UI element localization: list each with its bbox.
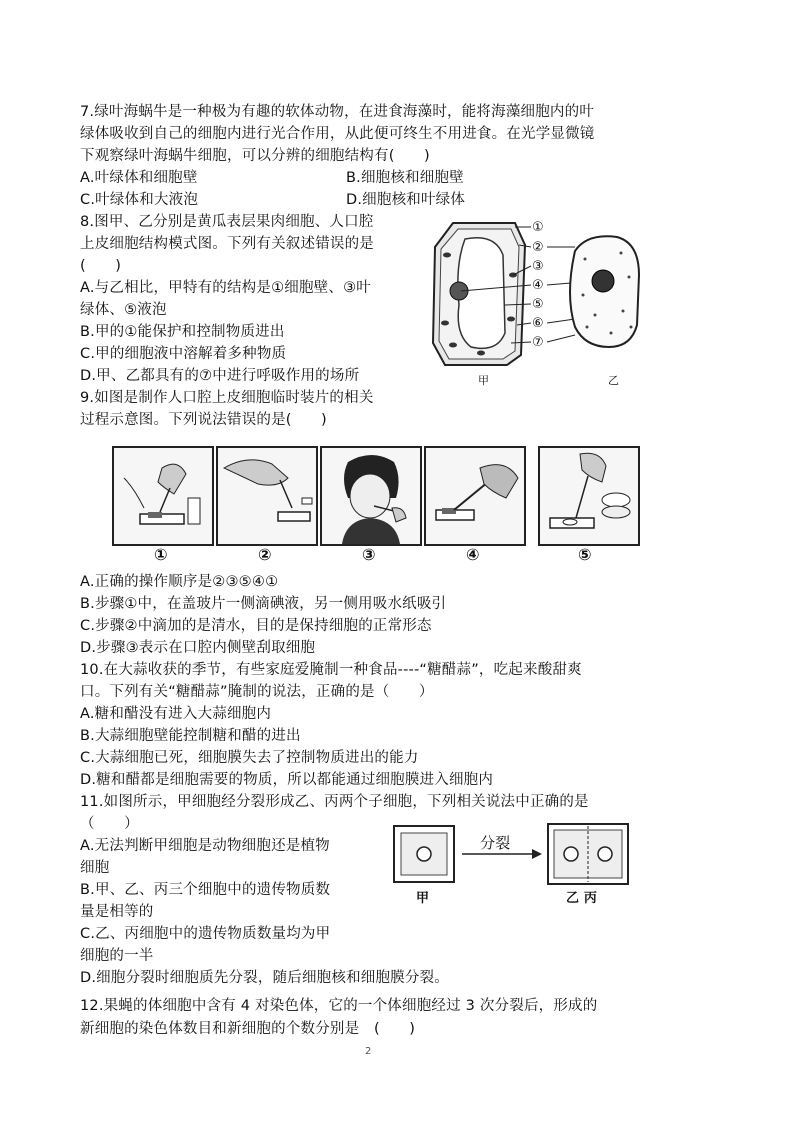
label-2: ② bbox=[532, 240, 544, 255]
step-4-drawing bbox=[426, 448, 524, 544]
step-panel-1 bbox=[112, 446, 214, 546]
q11-option-c: C.乙、丙细胞中的遗传物质数量均为甲 bbox=[80, 926, 331, 942]
q11-option-a-cont: 细胞 bbox=[80, 860, 110, 876]
cell-bing-nucleus bbox=[598, 847, 612, 861]
step-label-1: ① bbox=[154, 545, 168, 564]
q11-option-a: A.无法判断甲细胞是动物细胞还是植物 bbox=[80, 838, 330, 854]
q8-option-d: D.甲、乙都具有的⑦中进行呼吸作用的场所 bbox=[80, 368, 360, 384]
label-3: ③ bbox=[532, 259, 544, 274]
q9-option-b: B.步骤①中，在盖玻片一侧滴碘液，另一侧用吸水纸吸引 bbox=[80, 596, 447, 612]
q10-option-a: A.糖和醋没有进入大蒜细胞内 bbox=[80, 706, 272, 722]
q9-stem-line-2: 过程示意图。下列说法错误的是( ) bbox=[80, 412, 327, 428]
q9-option-c: C.步骤②中滴加的是清水，目的是保持细胞的正常形态 bbox=[80, 618, 432, 634]
q9-option-a: A.正确的操作顺序是②③⑤④① bbox=[80, 574, 279, 590]
q8-stem-line-1: 8.图甲、乙分别是黄瓜表层果肉细胞、人口腔 bbox=[80, 214, 374, 230]
q7-stem-line-1: 7.绿叶海蜗牛是一种极为有趣的软体动物，在进食海藻时，能将海藻细胞内的叶 bbox=[80, 104, 595, 120]
q12-stem-line-1: 12.果蝇的体细胞中含有 4 对染色体，它的一个体细胞经过 3 次分裂后，形成的 bbox=[80, 998, 598, 1014]
q11-stem-line-2: （ ） bbox=[80, 816, 139, 832]
page-number: 2 bbox=[365, 1046, 372, 1057]
cell-yi-bing-caption: 乙 丙 bbox=[566, 891, 598, 906]
step-2-drawing bbox=[218, 448, 316, 544]
chloroplast bbox=[443, 253, 451, 258]
step-panel-5 bbox=[538, 446, 640, 546]
q12-stem-line-2: 新细胞的染色体数目和新细胞的个数分别是 ( ) bbox=[80, 1021, 416, 1037]
step-3-drawing bbox=[322, 448, 420, 544]
q7-stem-line-2: 绿体吸收到自己的细胞内进行光合作用，从此便可终生不用进食。在光学显微镜 bbox=[80, 126, 595, 142]
q10-option-b: B.大蒜细胞壁能控制糖和醋的进出 bbox=[80, 728, 301, 744]
step-label-3: ③ bbox=[362, 545, 376, 564]
q8-option-b: B.甲的①能保护和控制物质进出 bbox=[80, 324, 285, 340]
q8-option-a: A.与乙相比，甲特有的结构是①细胞壁、③叶 bbox=[80, 280, 371, 296]
chloroplast bbox=[477, 351, 485, 356]
q10-stem-line-2: 口。下列有关“糖醋蒜”腌制的说法，正确的是（ ） bbox=[80, 684, 434, 700]
q11-option-d: D.细胞分裂时细胞质先分裂，随后细胞核和细胞膜分裂。 bbox=[80, 970, 449, 986]
label-1: ① bbox=[532, 220, 544, 235]
q10-stem-line-1: 10.在大蒜收获的季节，有些家庭爱腌制一种食品----“糖醋蒜”，吃起来酸甜爽 bbox=[80, 662, 582, 678]
step-5-drawing bbox=[540, 448, 638, 544]
step-1-drawing bbox=[114, 448, 212, 544]
q9-stem-line-1: 9.如图是制作人口腔上皮细胞临时装片的相关 bbox=[80, 390, 374, 406]
q8-stem-line-3: ( ) bbox=[80, 258, 122, 274]
q9-option-d: D.步骤③表示在口腔内侧壁刮取细胞 bbox=[80, 640, 316, 656]
q10-option-c: C.大蒜细胞已死，细胞膜失去了控制物质进出的能力 bbox=[80, 750, 419, 766]
q7-option-a: A.叶绿体和细胞壁 bbox=[80, 170, 198, 186]
step-label-4: ④ bbox=[466, 545, 480, 564]
chloroplast bbox=[441, 321, 449, 326]
chloroplast bbox=[507, 317, 515, 322]
animal-nucleus bbox=[592, 270, 614, 292]
q8-stem-line-2: 上皮细胞结构模式图。下列有关叙述错误的是 bbox=[80, 236, 374, 252]
cell-jia-label: 甲 bbox=[478, 374, 490, 387]
label-6: ⑥ bbox=[532, 316, 544, 331]
cell-yi-label: 乙 bbox=[608, 374, 620, 387]
q11-stem-line-1: 11.如图所示，甲细胞经分裂形成乙、丙两个子细胞，下列相关说法中正确的是 bbox=[80, 794, 589, 810]
q11-option-b: B.甲、乙、丙三个细胞中的遗传物质数 bbox=[80, 882, 331, 898]
step-label-2: ② bbox=[258, 545, 272, 564]
q10-option-d: D.糖和醋都是细胞需要的物质，所以都能通过细胞膜进入细胞内 bbox=[80, 772, 494, 788]
label-7: ⑦ bbox=[532, 335, 544, 350]
q11-option-c-cont: 细胞的一半 bbox=[80, 948, 154, 964]
cell-jia-nucleus bbox=[417, 847, 431, 861]
step-panel-3 bbox=[320, 446, 422, 546]
q7-stem-line-3: 下观察绿叶海蜗牛细胞，可以分辨的细胞结构有( ) bbox=[80, 148, 430, 164]
step-label-5: ⑤ bbox=[578, 545, 592, 564]
q7-option-c: C.叶绿体和大液泡 bbox=[80, 192, 199, 208]
cell-yi-nucleus bbox=[564, 847, 578, 861]
q8-option-a-cont: 绿体、⑤液泡 bbox=[80, 302, 167, 318]
q7-option-b: B.细胞核和细胞壁 bbox=[346, 170, 464, 186]
q8-option-c: C.甲的细胞液中溶解着多种物质 bbox=[80, 346, 287, 362]
label-4: ④ bbox=[532, 278, 544, 293]
chloroplast bbox=[449, 343, 457, 348]
division-arrow-label: 分裂 bbox=[480, 834, 511, 852]
q11-option-b-cont: 量是相等的 bbox=[80, 904, 154, 920]
step-panel-4 bbox=[424, 446, 526, 546]
label-5: ⑤ bbox=[532, 297, 544, 312]
q11-division-diagram bbox=[392, 820, 632, 890]
step-panel-2 bbox=[216, 446, 318, 546]
q7-option-d: D.细胞核和叶绿体 bbox=[346, 192, 466, 208]
cell-jia-caption: 甲 bbox=[416, 891, 430, 906]
